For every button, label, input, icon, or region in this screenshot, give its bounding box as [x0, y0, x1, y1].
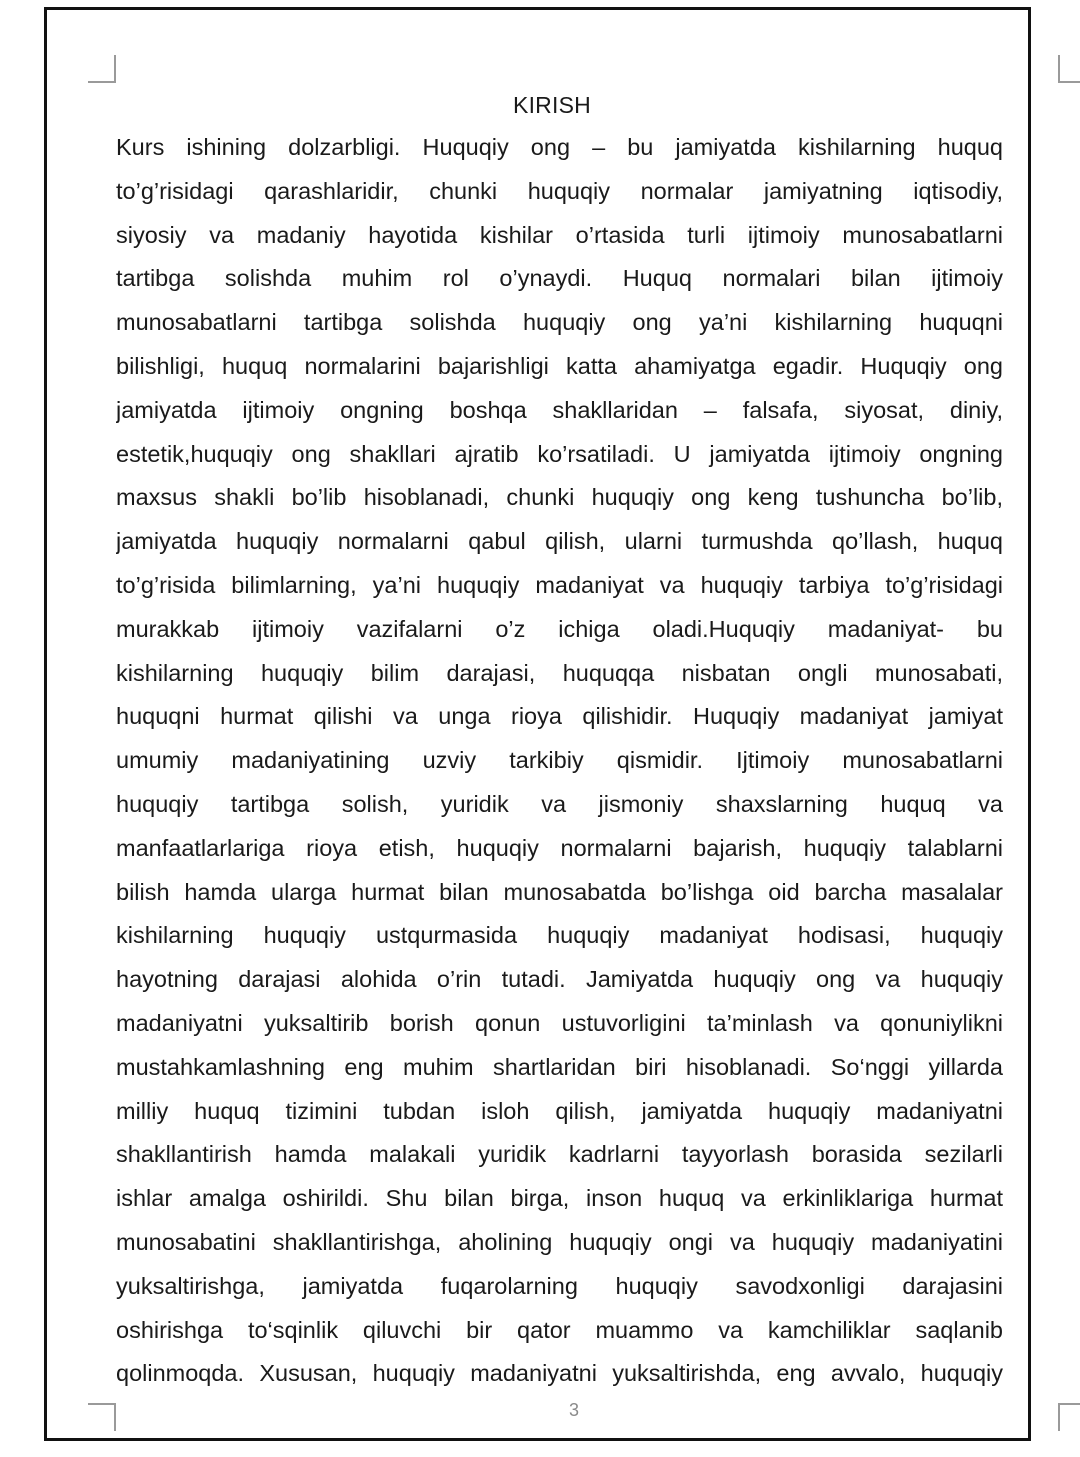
body-line: oshirishga to‘sqinlik qiluvchi bir qator muammo va kamchiliklar saqlanib	[116, 1316, 1003, 1343]
body-line: shakllantirish hamda malakali yuridik kadrlarni tayyorlash borasida sezilarli	[116, 1141, 1003, 1168]
body-line: munosabatlarni tartibga solishda huquqiy ong ya’ni kishilarning huquqni	[116, 309, 1003, 336]
document-title: KIRISH	[513, 92, 591, 118]
margin-corner-mark-top-right	[1058, 55, 1080, 83]
margin-corner-mark-top-left	[88, 55, 116, 83]
body-line: Kurs ishining dolzarbligi. Huquqiy ong – bu jamiyatda kishilarning huquq	[116, 134, 1003, 160]
body-line: qolinmoqda. Xususan, huquqiy madaniyatni yuksaltirishda, eng avvalo, huquqiy	[116, 1360, 1003, 1387]
body-line: estetik,huquqiy ong shakllari ajratib ko’rsatiladi. U jamiyatda ijtimoiy ongning	[116, 440, 1003, 467]
body-line: manfaatlarlariga rioya etish, huquqiy normalarni bajarish, huquqiy talablarni	[116, 834, 1003, 861]
body-line: siyosiy va madaniy hayotida kishilar o’rtasida turli ijtimoiy munosabatlarni	[116, 221, 1003, 248]
body-line: umumiy madaniyatining uzviy tarkibiy qismidir. Ijtimoiy munosabatlarni	[116, 747, 1003, 774]
page-number: 3	[568, 1400, 579, 1420]
body-line: jamiyatda ijtimoiy ongning boshqa shakllaridan – falsafa, siyosat, diniy,	[116, 396, 1003, 423]
body-line: to’g’risida bilimlarning, ya’ni huquqiy madaniyat va huquqiy tarbiya to’g’risidagi	[116, 571, 1003, 598]
body-line: milliy huquq tizimini tubdan isloh qilish, jamiyatda huquqiy madaniyatni	[116, 1097, 1003, 1124]
body-line: hayotning darajasi alohida o’rin tutadi. Jamiyatda huquqiy ong va huquqiy	[116, 966, 1003, 993]
body-line: ishlar amalga oshirildi. Shu bilan birga, inson huquq va erkinliklariga hurmat	[116, 1185, 1003, 1212]
body-line: bilish hamda ularga hurmat bilan munosabatda bo’lishga oid barcha masalalar	[116, 878, 1003, 905]
body-line: to’g’risidagi qarashlaridir, chunki huquqiy normalar jamiyatning iqtisodiy,	[116, 177, 1003, 204]
body-line: maxsus shakli bo’lib hisoblanadi, chunki huquqiy ong keng tushuncha bo’lib,	[116, 484, 1003, 511]
document-body	[116, 126, 1003, 1396]
body-line: murakkab ijtimoiy vazifalarni o’z ichiga oladi.Huquqiy madaniyat- bu	[116, 615, 1003, 642]
body-line: huquqiy tartibga solish, yuridik va jismoniy shaxslarning huquq va	[116, 790, 1003, 817]
body-line: kishilarning huquqiy ustqurmasida huquqiy madaniyat hodisasi, huquqiy	[116, 922, 1003, 949]
body-line: munosabatini shakllantirishga, aholining huquqiy ongi va huquqiy madaniyatini	[116, 1228, 1003, 1255]
body-line: tartibga solishda muhim rol o’ynaydi. Huquq normalari bilan ijtimoiy	[116, 265, 1003, 292]
body-line: mustahkamlashning eng muhim shartlaridan biri hisoblanadi. So‘nggi yillarda	[116, 1053, 1003, 1080]
body-line: madaniyatni yuksaltirib borish qonun ustuvorligini ta’minlash va qonuniylikni	[116, 1009, 1003, 1036]
body-line: bilishligi, huquq normalarini bajarishligi katta ahamiyatga egadir. Huquqiy ong	[116, 352, 1003, 379]
body-line: jamiyatda huquqiy normalarni qabul qilish, ularni turmushda qo’llash, huquq	[116, 528, 1003, 555]
body-line: huquqni hurmat qilishi va unga rioya qilishidir. Huquqiy madaniyat jamiyat	[116, 703, 1003, 730]
body-line: yuksaltirishga, jamiyatda fuqarolarning huquqiy savodxonligi darajasini	[116, 1272, 1003, 1299]
body-line: kishilarning huquqiy bilim darajasi, huquqqa nisbatan ongli munosabati,	[116, 659, 1003, 686]
